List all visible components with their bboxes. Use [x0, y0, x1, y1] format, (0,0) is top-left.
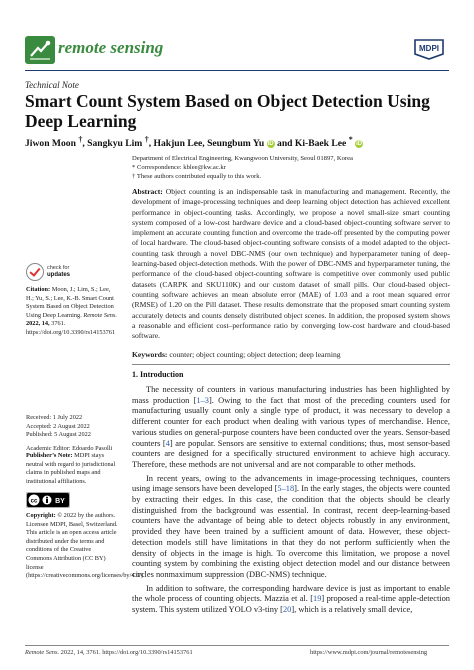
journal-logo-icon: [25, 36, 55, 64]
citation-link[interactable]: 1–3: [196, 395, 209, 405]
keywords-divider: [132, 364, 450, 365]
citation-link[interactable]: 20: [282, 605, 292, 615]
article-dates: [26, 414, 118, 453]
citation-text: Moon, J.; Lim, S.; Lee, H.; Yu, S.; Lee, K.-B. Smart Count System Based on Object Detection Using Deep Learning.: [26, 286, 114, 319]
mdpi-logo-icon: [412, 38, 446, 60]
keywords: [132, 350, 450, 359]
citation-block: [26, 286, 118, 338]
intro-paragraph: In addition to software, the corresponding hardware device is just as important to enable the whole process of counting objects. Mazzia et al. [19] proposed a real-time apple-detection system. This system utilized YOLO v3-tiny [20], which is a relatively small device,: [132, 583, 450, 615]
accepted-date: Accepted: 2 August 2022: [26, 422, 90, 430]
citation-link[interactable]: 4: [165, 438, 170, 448]
abstract-label: Abstract:: [132, 187, 163, 196]
footer-citation: [25, 649, 193, 656]
abstract-text: Object counting is an indispensable task in manufacturing and management. Recently, the development of image-processing techniques and deep learning object detection has achieved excellent performance in object-counting tasks. Accordingly, we propose a novel small-size smart counting system composed of a low-cost hardware device and a cloud-based object-counting software server to implement an accurate counting function and overcome the trade-off presented by the computing power of local hardware. The cloud-based object-counting software consists of a model adapted to the object-counting task through a novel DBC-NMS (our own technique) and hyperparameter tuning of deep-learning-based object-detection methods. With the power of DBC-NMS and hyperparameter tuning, the performance of the cloud-based object-counting software is competitive over commonly used public datasets (CARPK and SKU110K) and our custom dataset of small pills. Our cloud-based object-counting software achieves an mean absolute error (MAE) of 1.03 and a root mean squared error (RMSE) of 1.20 on the Pill dataset. These results demonstrate that the proposed smart counting system accurately detects and counts densely distributed object scenes. In addition, the proposed system shows a reasonable and efficient cost–performance ratio by converging low-cost hardware and cloud-based software.: [132, 187, 450, 341]
received-date: Received: 1 July 2022: [26, 414, 83, 421]
academic-editor: Academic Editor: Edoardo Pasolli: [26, 444, 113, 452]
check-for-updates-badge[interactable]: [26, 263, 86, 285]
published-date: Published: 5 August 2022: [26, 431, 91, 439]
check-updates-line1: check for: [47, 265, 70, 271]
footer-divider: [25, 645, 449, 646]
author-mark: †: [78, 135, 83, 144]
affiliations: [132, 154, 452, 181]
citation-journal: Remote Sens.: [83, 311, 117, 319]
citation-link[interactable]: 5–18: [277, 484, 295, 494]
article-title: Smart Count System Based on Object Detection Using Deep Learning: [25, 91, 430, 131]
footer-citation-rest[interactable]: 2022, 14, 3761. https://doi.org/10.3390/rs14153761: [59, 649, 193, 656]
keywords-label: Keywords:: [132, 350, 168, 359]
cc-by-text: BY: [55, 497, 65, 505]
introduction-body: [132, 385, 450, 619]
intro-paragraph: The necessity of counters in various manufacturing industries has been highlighted by mass production [1–3]. Owing to the fact that most of the preceding counters used for manufacturing usually count only a single type of product, it was necessary to develop a different counter for each product when dealing with various types of merchandise. Hence, various studies on general-purpose counters have been conducted over the years. Sensor-based counters [4] are popular. Sensors are sensitive to external conditions; thus, most sensor-based counters are designed for a specifically structured environment to achieve high accuracy. Therefore, these methods are not universal and are not comparable to other methods.: [132, 385, 450, 469]
check-updates-line2: updates: [47, 271, 71, 278]
affiliation-department: Department of Electrical Engineering, Kwangwoon University, Seoul 01897, Korea: [132, 155, 353, 162]
author-mark: †: [144, 135, 149, 144]
check-updates-text: [47, 265, 70, 278]
equal-contribution-note: † These authors contributed equally to this work.: [132, 173, 262, 180]
footer-journal-link[interactable]: https://www.mdpi.com/journal/remotesensing: [310, 649, 428, 656]
keywords-text: counter; object counting; object detection; deep learning: [169, 350, 341, 359]
author-mark: *: [348, 135, 353, 144]
author-name[interactable]: and Ki-Baek Lee: [274, 138, 349, 150]
citation-label: Citation:: [26, 286, 51, 293]
copyright-label: Copyright:: [26, 512, 56, 519]
mdpi-logo-text: MDPI: [419, 44, 439, 53]
publisher-note-text: MDPI stays neutral with regard to jurisdictional claims in published maps and institutional affiliations.: [26, 452, 116, 485]
author-list: [25, 135, 445, 149]
journal-name: remote sensing: [58, 38, 164, 57]
citation-link[interactable]: 19: [313, 594, 322, 604]
copyright-text: © 2022 by the authors. Licensee MDPI, Basel, Switzerland. This article is an open access article distributed under the terms and conditions of the Creative Commons Attribution (CC BY) license (https://creativecommons.org/licenses/by/4.0/).: [26, 512, 145, 580]
orcid-icon[interactable]: iD: [267, 141, 274, 148]
citation-year-volume: 2022, 14,: [26, 320, 50, 328]
author-name[interactable]: , Hakjun Lee, Seungbum Yu: [148, 138, 267, 150]
article-type: Technical Note: [25, 80, 79, 90]
publisher-note-label: Publisher’s Note:: [26, 452, 73, 459]
cc-by-license-icon[interactable]: [26, 492, 70, 508]
author-name[interactable]: Jiwon Moon: [25, 138, 79, 150]
cc-logo-text: cc: [30, 498, 38, 505]
author-name[interactable]: , Sangkyu Lim: [82, 138, 145, 150]
orcid-icon[interactable]: iD: [356, 141, 363, 148]
citation-doi[interactable]: 3761. https://doi.org/10.3390/rs14153761: [26, 320, 116, 336]
intro-paragraph: In recent years, owing to the advancements in image-processing techniques, counters using image sensors have been developed [5–18]. In the early stages, the objects were counted by extracting their edges. In this case, the condition that the objects should be clearly distinguished from the background was essential. In contrast, recent deep-learning-based counters have the advantage of being able to detect objects robustly in any environment, provided they have been trained by a sufficient amount of data. However, these object-detection models still have limitations in that they do not perform sufficiently when the density of objects in the image is high. To overcome this limitation, we propose a novel counting system by combining the existing object detection model and our distance between circles nonmaximum suppression (DBC-NMS) technique.: [132, 473, 450, 579]
publisher-note: [26, 452, 118, 486]
header-divider: [25, 70, 449, 71]
copyright-notice: [26, 512, 145, 581]
check-updates-icon: [26, 263, 44, 281]
abstract: [132, 187, 450, 341]
correspondence-note: * Correspondence: kblee@kw.ac.kr: [132, 164, 226, 171]
footer-journal: Remote Sens.: [25, 649, 60, 656]
section-heading-introduction: 1. Introduction: [132, 370, 184, 379]
